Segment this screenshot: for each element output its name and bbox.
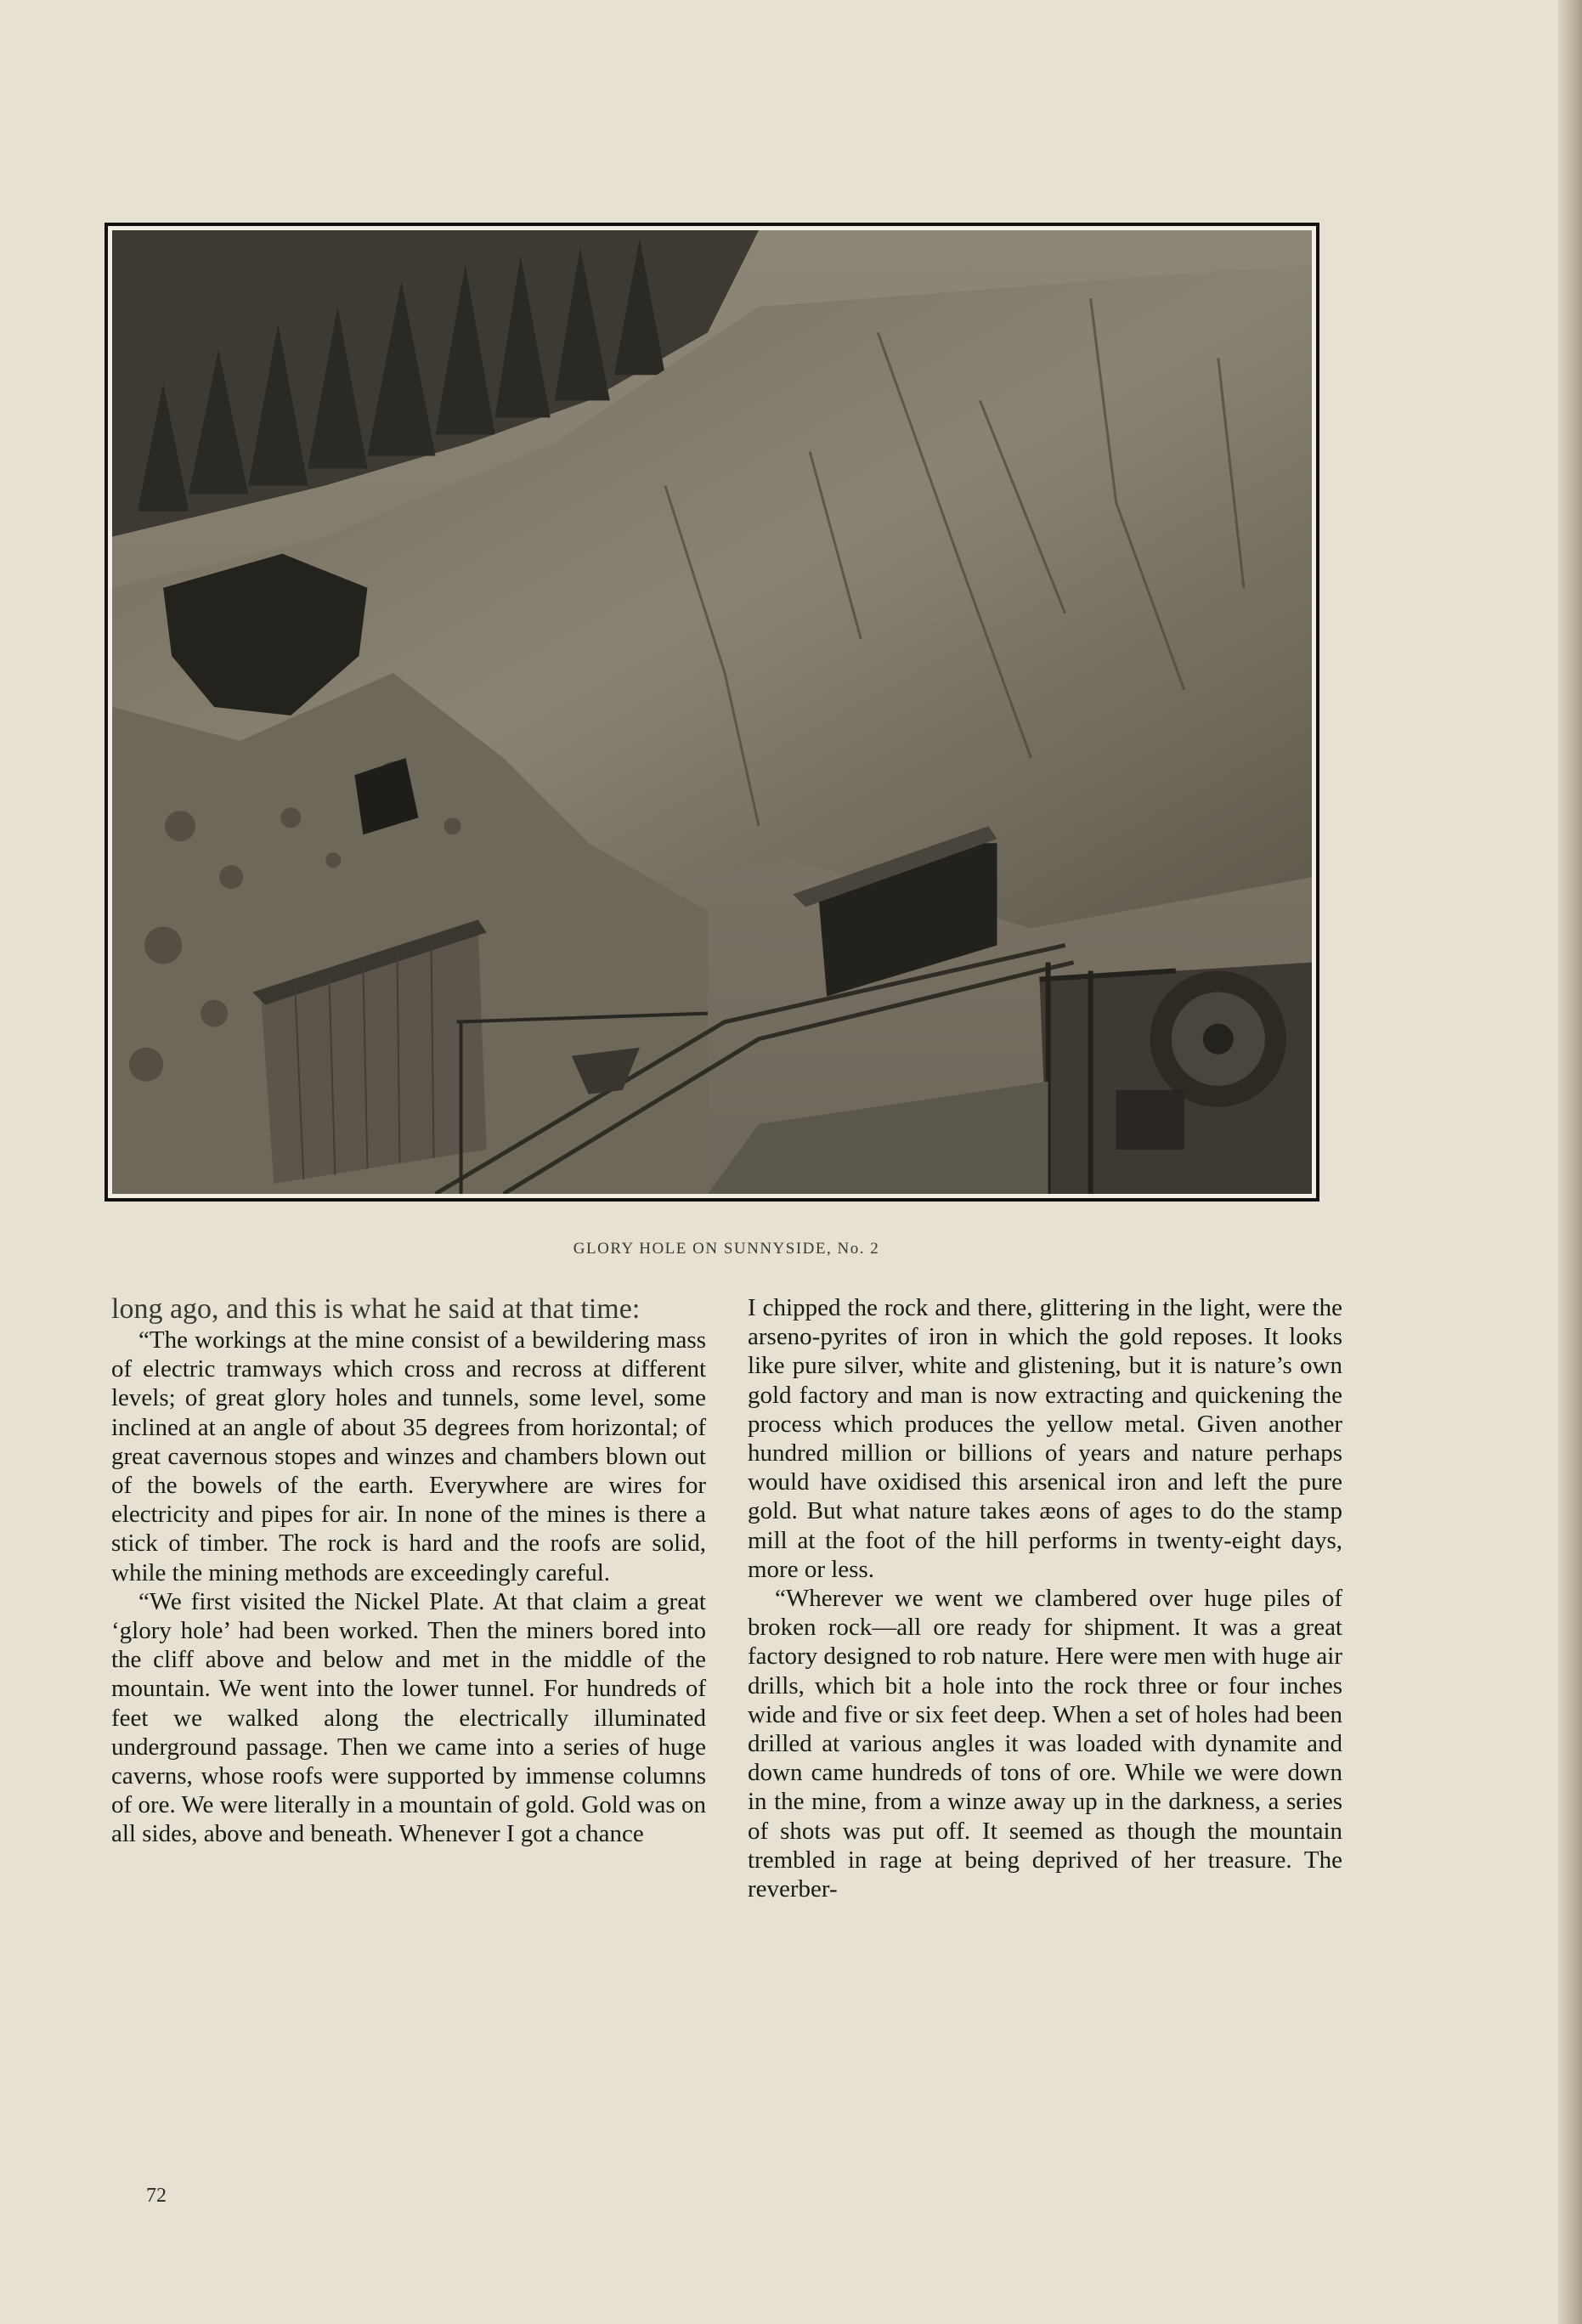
left-paragraph-2: “The workings at the mine consist of a bewildering mass of electric tramways which cross and recross at different levels; of great glory holes and tunnels, some level, some inclined at an angle of about 35 degrees from horizontal; of great cavernous stopes and winzes and chambers blown out of the bowels of the earth. Everywhere are wires for electricity and pipes for air. In none of the mines is there a stick of timber. The rock is hard and the roofs are solid, while the mining methods are exceedingly careful. [111, 1326, 706, 1586]
right-paragraph-1: I chipped the rock and there, glittering in the light, were the arseno-pyrites of iron in which the gold reposes. It looks like pure silver, white and glistening, but it is nature’s own gold factory and man is now extracting and quickening the process which produces the yellow metal. Given another hundred million or billions of years and nature perhaps would have oxidised this arsenical iron and left the pure gold. But what nature takes æons of ages to do the stamp mill at the foot of the hill performs in twenty-eight days, more or less. [748, 1294, 1342, 1583]
glory-hole-photograph [105, 223, 1319, 1202]
left-paragraph-1: long ago, and this is what he said at that time: [111, 1293, 641, 1325]
photograph-illustration [112, 230, 1312, 1194]
page-number: 72 [146, 2185, 167, 2207]
left-paragraph-3: “We first visited the Nickel Plate. At that claim a great ‘glory hole’ had been worked. Then the miners bored into the cliff above and below and met in the middle of the mountain. We went into the lower tunnel. For hundreds of feet we walked along the electrically illuminated underground passage. Then we came into a series of huge caverns, whose roofs were supported by immense columns of ore. We were literally in a mountain of gold. Gold was on all sides, above and beneath. Whenever I got a chance [111, 1587, 706, 1848]
left-column [111, 1293, 706, 1849]
figure-caption: GLORY HOLE ON SUNNYSIDE, No. 2 [573, 1240, 880, 1258]
page-edge [1558, 0, 1582, 2324]
right-column [748, 1293, 1342, 1903]
right-paragraph-2: “Wherever we went we clambered over huge piles of broken rock—all ore ready for shipment. It was a great factory designed to rob nature. Here were men with huge air drills, which bit a hole into the rock three or four inches wide and five or six feet deep. When a set of holes had been drilled at various angles it was loaded with dynamite and down came hundreds of tons of ore. While we were down in the mine, from a winze away up in the darkness, a series of shots was put off. It seemed as though the mountain trembled in rage at being deprived of her treasure. The reverber- [748, 1585, 1342, 1903]
